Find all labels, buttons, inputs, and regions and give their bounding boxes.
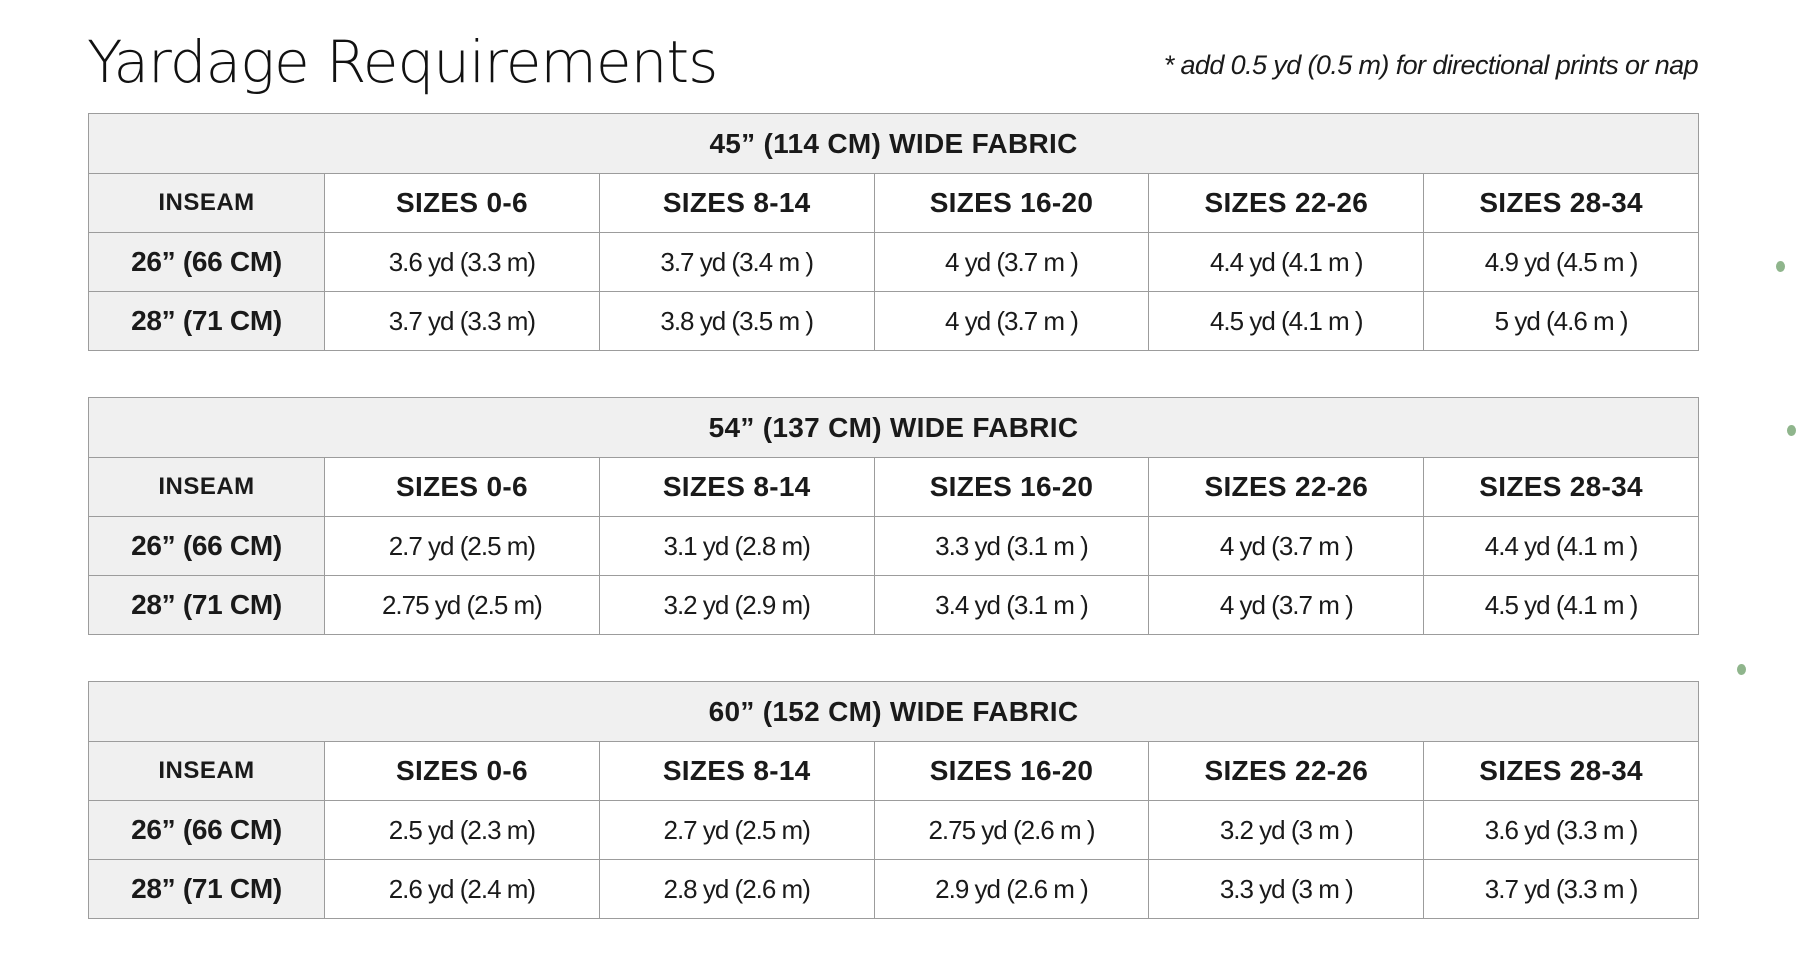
column-header-inseam: INSEAM bbox=[89, 742, 325, 801]
column-header-row bbox=[89, 174, 1699, 233]
yardage-cell: 3.3 yd (3 m ) bbox=[1149, 860, 1424, 919]
yardage-cell: 4 yd (3.7 m ) bbox=[1149, 517, 1424, 576]
yardage-table-60in bbox=[88, 681, 1699, 919]
column-header-inseam: INSEAM bbox=[89, 458, 325, 517]
yardage-cell: 2.7 yd (2.5 m) bbox=[599, 801, 874, 860]
yardage-cell: 3.7 yd (3.3 m) bbox=[325, 292, 600, 351]
yardage-cell: 4.4 yd (4.1 m ) bbox=[1424, 517, 1699, 576]
table-title-row bbox=[89, 398, 1699, 458]
table-row bbox=[89, 801, 1699, 860]
table-row bbox=[89, 860, 1699, 919]
table-row bbox=[89, 233, 1699, 292]
yardage-cell: 4 yd (3.7 m ) bbox=[874, 292, 1149, 351]
row-header-inseam: 28” (71 CM) bbox=[89, 292, 325, 351]
column-header-sizes-22-26: SIZES 22-26 bbox=[1149, 458, 1424, 517]
yardage-cell: 5 yd (4.6 m ) bbox=[1424, 292, 1699, 351]
yardage-cell: 3.2 yd (2.9 m) bbox=[599, 576, 874, 635]
row-header-inseam: 28” (71 CM) bbox=[89, 576, 325, 635]
table-row bbox=[89, 517, 1699, 576]
column-header-sizes-0-6: SIZES 0-6 bbox=[325, 742, 600, 801]
column-header-row bbox=[89, 742, 1699, 801]
column-header-sizes-16-20: SIZES 16-20 bbox=[874, 458, 1149, 517]
fabric-width-title: 54” (137 CM) WIDE FABRIC bbox=[89, 398, 1699, 458]
directional-print-note: * add 0.5 yd (0.5 m) for directional prints or nap bbox=[1163, 50, 1698, 80]
yardage-cell: 2.75 yd (2.6 m ) bbox=[874, 801, 1149, 860]
yardage-cell: 3.6 yd (3.3 m ) bbox=[1424, 801, 1699, 860]
decorative-dot bbox=[1787, 425, 1796, 436]
yardage-cell: 3.2 yd (3 m ) bbox=[1149, 801, 1424, 860]
column-header-sizes-28-34: SIZES 28-34 bbox=[1424, 458, 1699, 517]
yardage-cell: 3.7 yd (3.4 m ) bbox=[599, 233, 874, 292]
column-header-sizes-28-34: SIZES 28-34 bbox=[1424, 742, 1699, 801]
column-header-sizes-0-6: SIZES 0-6 bbox=[325, 174, 600, 233]
yardage-cell: 4 yd (3.7 m ) bbox=[874, 233, 1149, 292]
table-row bbox=[89, 292, 1699, 351]
yardage-cell: 2.8 yd (2.6 m) bbox=[599, 860, 874, 919]
column-header-sizes-22-26: SIZES 22-26 bbox=[1149, 742, 1424, 801]
yardage-cell: 3.7 yd (3.3 m ) bbox=[1424, 860, 1699, 919]
table-title-row bbox=[89, 114, 1699, 174]
table-row bbox=[89, 576, 1699, 635]
yardage-cell: 2.75 yd (2.5 m) bbox=[325, 576, 600, 635]
column-header-sizes-22-26: SIZES 22-26 bbox=[1149, 174, 1424, 233]
yardage-cell: 4 yd (3.7 m ) bbox=[1149, 576, 1424, 635]
column-header-inseam: INSEAM bbox=[89, 174, 325, 233]
column-header-sizes-28-34: SIZES 28-34 bbox=[1424, 174, 1699, 233]
decorative-dot bbox=[1737, 664, 1746, 675]
fabric-width-title: 45” (114 CM) WIDE FABRIC bbox=[89, 114, 1699, 174]
yardage-cell: 4.5 yd (4.1 m ) bbox=[1149, 292, 1424, 351]
row-header-inseam: 26” (66 CM) bbox=[89, 801, 325, 860]
column-header-sizes-8-14: SIZES 8-14 bbox=[599, 742, 874, 801]
fabric-width-title: 60” (152 CM) WIDE FABRIC bbox=[89, 682, 1699, 742]
yardage-cell: 2.9 yd (2.6 m ) bbox=[874, 860, 1149, 919]
row-header-inseam: 26” (66 CM) bbox=[89, 517, 325, 576]
column-header-sizes-0-6: SIZES 0-6 bbox=[325, 458, 600, 517]
yardage-tables bbox=[88, 113, 1698, 965]
yardage-cell: 3.3 yd (3.1 m ) bbox=[874, 517, 1149, 576]
decorative-dot bbox=[1776, 261, 1785, 272]
page-title: Yardage Requirements bbox=[87, 28, 718, 96]
page-header bbox=[87, 26, 1698, 98]
yardage-cell: 4.5 yd (4.1 m ) bbox=[1424, 576, 1699, 635]
column-header-sizes-8-14: SIZES 8-14 bbox=[599, 174, 874, 233]
yardage-cell: 3.4 yd (3.1 m ) bbox=[874, 576, 1149, 635]
yardage-table-45in bbox=[88, 113, 1699, 351]
row-header-inseam: 28” (71 CM) bbox=[89, 860, 325, 919]
yardage-cell: 2.7 yd (2.5 m) bbox=[325, 517, 600, 576]
yardage-cell: 4.4 yd (4.1 m ) bbox=[1149, 233, 1424, 292]
yardage-cell: 2.6 yd (2.4 m) bbox=[325, 860, 600, 919]
yardage-cell: 3.6 yd (3.3 m) bbox=[325, 233, 600, 292]
column-header-sizes-8-14: SIZES 8-14 bbox=[599, 458, 874, 517]
table-title-row bbox=[89, 682, 1699, 742]
column-header-sizes-16-20: SIZES 16-20 bbox=[874, 174, 1149, 233]
yardage-cell: 4.9 yd (4.5 m ) bbox=[1424, 233, 1699, 292]
yardage-cell: 3.1 yd (2.8 m) bbox=[599, 517, 874, 576]
column-header-row bbox=[89, 458, 1699, 517]
yardage-cell: 2.5 yd (2.3 m) bbox=[325, 801, 600, 860]
column-header-sizes-16-20: SIZES 16-20 bbox=[874, 742, 1149, 801]
row-header-inseam: 26” (66 CM) bbox=[89, 233, 325, 292]
yardage-table-54in bbox=[88, 397, 1699, 635]
yardage-cell: 3.8 yd (3.5 m ) bbox=[599, 292, 874, 351]
